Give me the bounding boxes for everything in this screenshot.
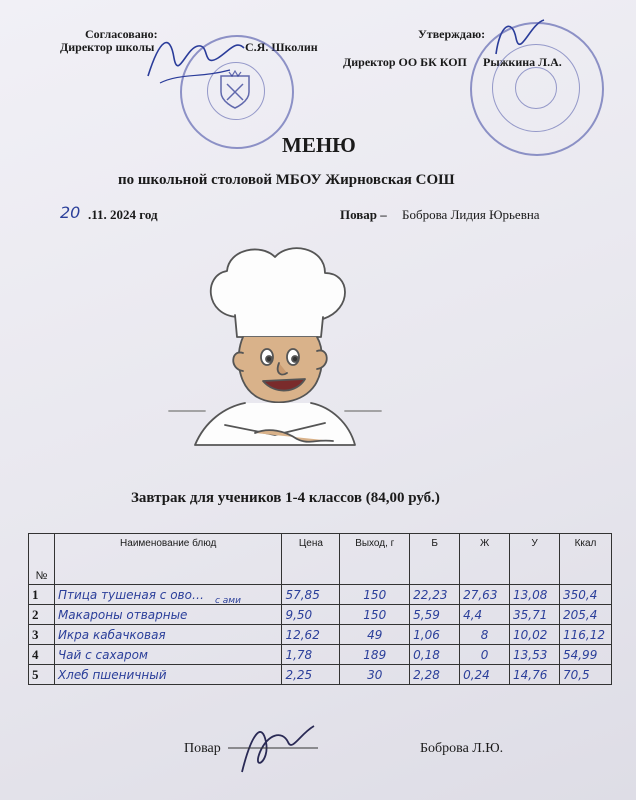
dish-carbs: 14,76 <box>510 665 560 685</box>
agreed-name: С.Я. Школин <box>245 40 318 54</box>
dish-carbs: 13,08 <box>510 585 560 605</box>
table-row <box>29 605 612 625</box>
row-number: 5 <box>29 665 55 685</box>
dish-carbs: 13,53 <box>510 645 560 665</box>
table-row <box>29 625 612 645</box>
col-dish-name: Наименование блюд <box>54 534 282 585</box>
col-fat: Ж <box>460 534 510 585</box>
coat-of-arms-icon <box>217 70 253 110</box>
dish-kcal: 116,12 <box>559 625 611 645</box>
org-stamp-center-ring <box>515 67 557 109</box>
dish-price: 12,62 <box>282 625 340 645</box>
dish-price: 2,25 <box>282 665 340 685</box>
approve-label: Утверждаю: <box>418 27 486 41</box>
footer-cook-label: Повар <box>184 741 221 756</box>
page-title: МЕНЮ <box>282 133 356 157</box>
dish-carbs: 10,02 <box>510 625 560 645</box>
dish-price: 1,78 <box>282 645 340 665</box>
dish-protein: 22,23 <box>410 585 460 605</box>
dish-name: Хлеб пшеничный <box>54 665 282 685</box>
col-price: Цена <box>282 534 340 585</box>
table-header-row <box>29 534 612 585</box>
dish-name-text: Макароны отварные <box>57 607 188 622</box>
row-number: 1 <box>29 585 55 605</box>
dish-price: 9,50 <box>282 605 340 625</box>
dish-yield: 150 <box>340 585 410 605</box>
col-carbs: У <box>510 534 560 585</box>
col-number: № <box>29 534 55 585</box>
agreed-role: Директор школы <box>60 40 155 54</box>
dish-carbs: 35,71 <box>510 605 560 625</box>
row-number: 4 <box>29 645 55 665</box>
dish-name-note: с ами <box>214 596 241 606</box>
dish-protein: 2,28 <box>410 665 460 685</box>
dish-fat: 8 <box>460 625 510 645</box>
dish-fat: 4,4 <box>460 605 510 625</box>
row-number: 3 <box>29 625 55 645</box>
table-row <box>29 645 612 665</box>
date-handwritten: 20 <box>60 203 81 222</box>
chef-illustration <box>165 235 385 460</box>
col-yield: Выход, г <box>340 534 410 585</box>
cook-signature <box>222 712 322 782</box>
dish-kcal: 54,99 <box>559 645 611 665</box>
dish-name: Птица тушеная с ово… <box>54 585 282 605</box>
dish-price: 57,85 <box>282 585 340 605</box>
dish-protein: 0,18 <box>410 645 460 665</box>
dish-yield: 150 <box>340 605 410 625</box>
dish-protein: 1,06 <box>410 625 460 645</box>
meal-title: Завтрак для учеников 1-4 классов (84,00 руб.) <box>131 490 440 506</box>
page-subtitle: по школьной столовой МБОУ Жирновская СОШ <box>118 172 455 188</box>
approve-name: Рыжкина Л.А. <box>483 55 562 69</box>
col-protein: Б <box>410 534 460 585</box>
dish-fat: 0 <box>460 645 510 665</box>
dish-kcal: 205,4 <box>559 605 611 625</box>
footer-cook-name: Боброва Л.Ю. <box>420 741 504 756</box>
dish-fat: 27,63 <box>460 585 510 605</box>
row-number: 2 <box>29 605 55 625</box>
dish-yield: 49 <box>340 625 410 645</box>
col-kcal: Ккал <box>559 534 611 585</box>
cook-label: Повар – <box>340 207 387 222</box>
dish-fat: 0,24 <box>460 665 510 685</box>
dish-name: Чай с сахаром <box>54 645 282 665</box>
date-printed: .11. 2024 год <box>88 207 158 222</box>
table-row <box>29 585 612 605</box>
dish-name <box>54 596 282 625</box>
table-row <box>29 665 612 685</box>
dish-kcal: 70,5 <box>559 665 611 685</box>
approve-role: Директор ОО БК КОП <box>343 55 467 69</box>
menu-table <box>28 533 612 685</box>
dish-kcal: 350,4 <box>559 585 611 605</box>
agreed-label: Согласовано: <box>85 27 158 41</box>
dish-yield: 189 <box>340 645 410 665</box>
dish-yield: 30 <box>340 665 410 685</box>
dish-protein: 5,59 <box>410 605 460 625</box>
cook-name: Боброва Лидия Юрьевна <box>402 207 540 222</box>
dish-name: Икра кабачковая <box>54 625 282 645</box>
